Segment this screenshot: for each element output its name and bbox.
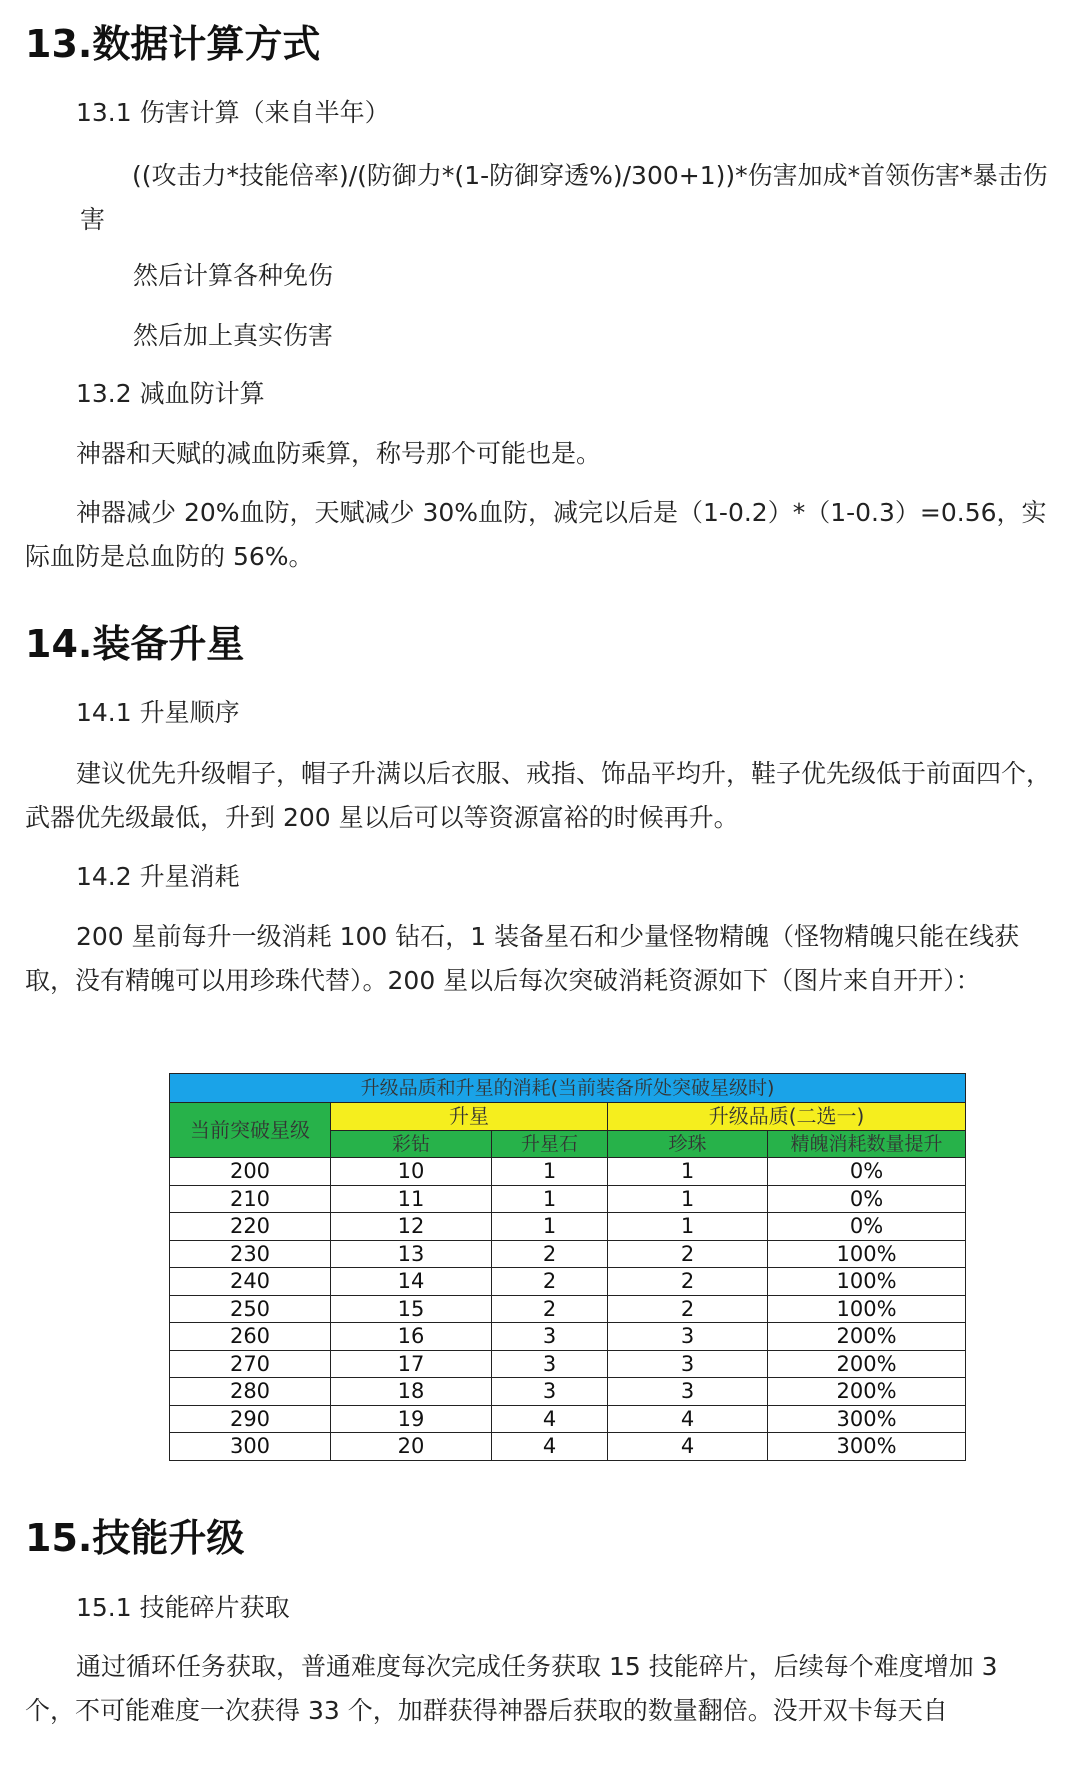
table-cell: 17: [331, 1350, 492, 1378]
table-row: [170, 1158, 966, 1186]
table-cell: 100%: [768, 1268, 966, 1296]
section-15-title: 15.技能升级: [25, 1516, 245, 1560]
table-cell: 260: [170, 1323, 331, 1351]
table-cell: 2: [608, 1240, 768, 1268]
table-cell: 3: [492, 1323, 608, 1351]
section-14-2-heading: 14.2 升星消耗: [76, 862, 240, 891]
table-cell: 1: [492, 1185, 608, 1213]
table-cell: 4: [492, 1405, 608, 1433]
table-cell: 10: [331, 1158, 492, 1186]
col-header-diamond: 彩钻: [331, 1130, 492, 1158]
table-cell: 0%: [768, 1213, 966, 1241]
table-cell: 18: [331, 1378, 492, 1406]
section-13-title: 13.数据计算方式: [25, 22, 321, 66]
section-14-2-para: 200 星前每升一级消耗 100 钻石，1 装备星石和少量怪物精魄（怪物精魄只能在线获取，没有精魄可以用珍珠代替）。200 星以后每次突破消耗资源如下（图片来自开开）：: [25, 922, 1020, 995]
section-14-title: 14.装备升星: [25, 622, 245, 666]
table-cell: 270: [170, 1350, 331, 1378]
table-cell: 11: [331, 1185, 492, 1213]
table-row: [170, 1405, 966, 1433]
table-cell: 4: [608, 1405, 768, 1433]
table-cell: 13: [331, 1240, 492, 1268]
table-cell: 3: [608, 1350, 768, 1378]
table-cell: 3: [608, 1323, 768, 1351]
table-cell: 0%: [768, 1158, 966, 1186]
table-cell: 4: [608, 1433, 768, 1461]
col-header-star-stone: 升星石: [492, 1130, 608, 1158]
table-row: [170, 1240, 966, 1268]
section-14-1-heading: 14.1 升星顺序: [76, 698, 240, 727]
section-14-1-para: 建议优先升级帽子，帽子升满以后衣服、戒指、饰品平均升，鞋子优先级低于前面四个，武器优先级最低，升到 200 星以后可以等资源富裕的时候再升。: [25, 759, 1052, 832]
table-cell: 16: [331, 1323, 492, 1351]
section-13-1-heading: 13.1 伤害计算（来自半年）: [76, 98, 390, 127]
table-row: [170, 1295, 966, 1323]
section-15-1-para: 通过循环任务获取，普通难度每次完成任务获取 15 技能碎片，后续每个难度增加 3 个，不可能难度一次获得 33 个，加群获得神器后获取的数量翻倍。没开双卡每天自: [25, 1652, 998, 1725]
table-cell: 250: [170, 1295, 331, 1323]
table-cell: 12: [331, 1213, 492, 1241]
col-header-essence: 精魄消耗数量提升: [768, 1130, 966, 1158]
table-cell: 200%: [768, 1378, 966, 1406]
section-15-1-heading: 15.1 技能碎片获取: [76, 1593, 290, 1622]
table-cell: 200%: [768, 1323, 966, 1351]
col-header-star-level: 当前突破星级: [170, 1103, 331, 1158]
table-cell: 2: [608, 1268, 768, 1296]
table-row: [170, 1323, 966, 1351]
table-cell: 290: [170, 1405, 331, 1433]
table-cell: 3: [492, 1350, 608, 1378]
table-cell: 100%: [768, 1295, 966, 1323]
damage-formula: ((攻击力*技能倍率)/(防御力*(1-防御穿透%)/300+1))*伤害加成*首领伤害*暴击伤害: [80, 161, 1048, 234]
table-cell: 4: [492, 1433, 608, 1461]
table-row: [170, 1378, 966, 1406]
table-cell: 15: [331, 1295, 492, 1323]
table-row: [170, 1213, 966, 1241]
table-body: [170, 1158, 966, 1461]
table-cell: 300: [170, 1433, 331, 1461]
upgrade-cost-table: [169, 1073, 965, 1471]
table-cell: 1: [608, 1213, 768, 1241]
table-cell: 1: [608, 1185, 768, 1213]
section-13-2-heading: 13.2 减血防计算: [76, 379, 265, 408]
damage-step-3: 然后加上真实伤害: [133, 321, 334, 350]
table-cell: 300%: [768, 1405, 966, 1433]
table-cell: 280: [170, 1378, 331, 1406]
table-row: [170, 1350, 966, 1378]
table-cell: 20: [331, 1433, 492, 1461]
section-13-2-para-2: 神器减少 20%血防，天赋减少 30%血防，减完以后是（1-0.2）*（1-0.3）=0.56，实际血防是总血防的 56%。: [25, 498, 1047, 571]
table-cell: 1: [492, 1158, 608, 1186]
table-cell: 2: [492, 1295, 608, 1323]
section-13-2-para-1: 神器和天赋的减血防乘算，称号那个可能也是。: [76, 439, 602, 468]
table-cell: 0%: [768, 1185, 966, 1213]
table-cell: 2: [492, 1268, 608, 1296]
table-cell: 210: [170, 1185, 331, 1213]
table-cell: 19: [331, 1405, 492, 1433]
table-cell: 1: [608, 1158, 768, 1186]
table-cell: 220: [170, 1213, 331, 1241]
table-cell: 14: [331, 1268, 492, 1296]
table-cell: 1: [492, 1213, 608, 1241]
table-cell: 100%: [768, 1240, 966, 1268]
table-cell: 3: [608, 1378, 768, 1406]
table-cell: 230: [170, 1240, 331, 1268]
group-header-upstar: 升星: [331, 1103, 608, 1131]
group-header-quality: 升级品质(二选一): [608, 1103, 966, 1131]
col-header-pearl: 珍珠: [608, 1130, 768, 1158]
table-cell: 2: [492, 1240, 608, 1268]
table-title: 升级品质和升星的消耗(当前装备所处突破星级时): [170, 1074, 966, 1103]
table-cell: 240: [170, 1268, 331, 1296]
table-row: [170, 1268, 966, 1296]
table-cell: 300%: [768, 1433, 966, 1461]
table-cell: 3: [492, 1378, 608, 1406]
table-cell: 200: [170, 1158, 331, 1186]
table-cell: 200%: [768, 1350, 966, 1378]
table-cell: 2: [608, 1295, 768, 1323]
table-row: [170, 1185, 966, 1213]
table-row: [170, 1433, 966, 1461]
damage-step-2: 然后计算各种免伤: [133, 261, 334, 290]
